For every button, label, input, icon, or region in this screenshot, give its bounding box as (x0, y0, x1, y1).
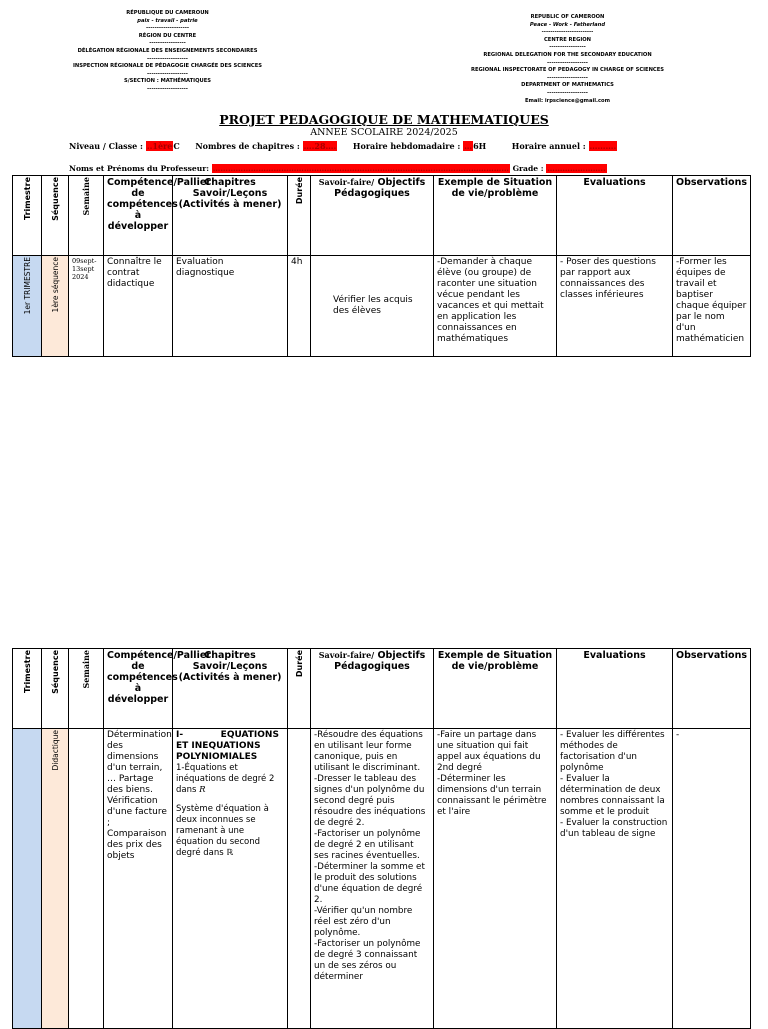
header-objectifs (311, 649, 434, 729)
table-header-row (13, 176, 751, 256)
info-line-2 (69, 164, 607, 173)
info-line-1 (69, 141, 617, 151)
grade-value: ………………….. (547, 164, 606, 173)
inspectorate-en: REGIONAL INSPECTORATE OF PEDAGOGY IN CHARGE OF SCIENCES (470, 67, 665, 74)
table-row (13, 256, 751, 357)
header-chapitres: Chapitres Savoir/Leçons (Activités à mener) (173, 176, 288, 256)
region-en: CENTRE REGION (543, 36, 592, 43)
chapitres-label: Nombres de chapitres : (195, 141, 300, 151)
header-semaine: Semaine (69, 649, 104, 729)
cell-competence: Détermination des dimensions d'un terrain, … Partage des biens. Vérification d'une facture ; Comparaison des prix des objets (104, 729, 173, 1029)
cell-trimestre (13, 729, 42, 1029)
separator: ----------------- (549, 44, 586, 51)
header-objectifs-label: Objectifs Pédagogiques (334, 650, 426, 672)
document-title: PROJET PEDAGOGIQUE DE MATHEMATIQUES (219, 112, 549, 127)
planning-table-1 (12, 175, 751, 357)
header-duree: Durée (288, 176, 311, 256)
header-semaine: Semaine (69, 176, 104, 256)
prof-value: ……………………………………………………………………………………………………… (212, 164, 509, 173)
planning-table-2 (12, 648, 751, 1029)
header-right (455, 14, 680, 105)
cell-semaine (69, 729, 104, 1029)
department-en: DEPARTMENT OF MATHEMATICS (521, 82, 614, 89)
header-observations: Observations (673, 649, 751, 729)
republic-en: REPUBLIC OF CAMEROON (530, 14, 605, 20)
niveau-value: ..1ère (146, 141, 173, 151)
separator: -------------------- (145, 25, 190, 32)
cell-evaluations: - Poser des questions par rapport aux connaissances des classes inférieures (557, 256, 673, 357)
separator: ------------------------ (541, 29, 594, 36)
chapitres-value: ….28…. (303, 141, 337, 151)
cell-sequence: Didactique (42, 729, 69, 1029)
region-fr: RÉGION DU CENTRE (138, 32, 197, 39)
cell-objectifs: -Résoudre des équations en utilisant leur forme canonique, puis en utilisant le discriminant. -Dresser le tableau des signes d'un polynôme du second degré puis résoudre des inéquations de degré 2. -Factoriser un polynôme de degré 2 en utilisant ses racines éventuelles. -Déterminer la somme et le produit des solutions d'une équation de degré 2. -Vérifier qu'un nombre réel est zéro d'un polynôme. -Factoriser un polynôme de degré 3 connaissant un de ses zéros ou déterminer (311, 729, 434, 1029)
niveau-suffix: C (173, 141, 180, 151)
horaire-label: Horaire hebdomadaire : (352, 141, 461, 151)
separator: ------------------- (147, 70, 188, 77)
separator: ------------------- (147, 85, 188, 92)
cell-duree: 4h (288, 256, 311, 357)
chapter-lesson-2: Système d'équation à deux inconnues se ramenant à une équation du second degré dans ℝ (176, 804, 269, 858)
header-trimestre: Trimestre (13, 176, 42, 256)
horaire-value: … (464, 141, 473, 151)
chapter-heading: I- EQUATIONS ET INEQUATIONS POLYNIOMIALES (176, 730, 283, 762)
header-chapitres: Chapitres Savoir/Leçons (Activités à mener) (173, 649, 288, 729)
separator: ------------------- (147, 55, 188, 62)
cell-sequence: 1ère séquence (42, 256, 69, 357)
cell-observations: - (673, 729, 751, 1029)
header-exemple: Exemple de Situation de vie/problème (434, 176, 557, 256)
email: Email: irpscience@gmail.com (524, 97, 611, 104)
header-evaluations: Evaluations (557, 176, 673, 256)
separator: ------------------- (547, 74, 588, 81)
cell-exemple: -Faire un partage dans une situation qui fait appel aux équations du 2nd degré -Déterminer les dimensions d'un terrain connaissant le périmètre et l'aire (434, 729, 557, 1029)
header-left (70, 10, 265, 94)
table-row (13, 729, 751, 1029)
cell-objectifs: Vérifier les acquis des élèves (311, 256, 434, 357)
cell-chapitre (173, 729, 288, 1029)
cell-observations: -Former les équipes de travail et baptiser chaque équiper par le nom d'un mathématicien (673, 256, 751, 357)
header-trimestre: Trimestre (13, 649, 42, 729)
header-exemple: Exemple de Situation de vie/problème (434, 649, 557, 729)
school-year: ANNEE SCOLAIRE 2024/2025 (310, 127, 458, 138)
cell-semaine: 09sept-13sept 2024 (69, 256, 104, 357)
header-savoir-faire: Savoir-faire/ (318, 177, 375, 187)
header-observations: Observations (673, 176, 751, 256)
table-header-row (13, 649, 751, 729)
header-evaluations: Evaluations (557, 649, 673, 729)
separator: ----------------- (149, 40, 186, 47)
header-objectifs-label: Objectifs Pédagogiques (334, 177, 426, 199)
annuel-label: Horaire annuel : (511, 141, 586, 151)
prof-label: Noms et Prénoms du Professeur: (69, 164, 210, 173)
motto-fr: paix - travail - patrie (137, 17, 198, 24)
header-sequence: Séquence (42, 649, 69, 729)
header-competence: Compétence/Pallier de compétences à développer (104, 649, 173, 729)
header-competence: Compétence/Pallier de compétences à développer (104, 176, 173, 256)
header-objectifs (311, 176, 434, 256)
motto-en: Peace - Work - Fatherland (529, 21, 606, 28)
header-savoir-faire: Savoir-faire/ (318, 650, 375, 660)
separator: ------------------- (547, 89, 588, 96)
annuel-value: ………. (589, 141, 617, 151)
cell-exemple: -Demander à chaque élève (ou groupe) de raconter une situation vécue pendant les vacances et qui mettait en application les connaissances en mathématiques (434, 256, 557, 357)
header-sequence: Séquence (42, 176, 69, 256)
cell-trimestre: 1er TRIMESTRE (13, 256, 42, 357)
separator: ------------------- (547, 59, 588, 66)
delegation-fr: DÉLÉGATION RÉGIONALE DES ENSEIGNEMENTS SECONDAIRES (77, 47, 258, 54)
subsection-fr: S/SECTION : MATHÉMATIQUES (124, 78, 211, 85)
niveau-label: Niveau / Classe : (69, 141, 144, 151)
header-duree: Durée (288, 649, 311, 729)
grade-label: Grade : (512, 164, 544, 173)
cell-duree (288, 729, 311, 1029)
chapter-lesson-1: 1-Équations et inéquations de degré 2 dans R (176, 763, 275, 795)
inspection-fr: INSPECTION RÉGIONALE DE PÉDAGOGIE CHARGÉE DES SCIENCES (72, 63, 262, 70)
cell-chapitre: Evaluation diagnostique (173, 256, 288, 357)
republic-fr: RÉPUBLIQUE DU CAMEROUN (126, 10, 209, 16)
delegation-en: REGIONAL DELEGATION FOR THE SECONDARY EDUCATION (483, 51, 652, 58)
cell-evaluations: - Evaluer les différentes méthodes de factorisation d'un polynôme - Evaluer la détermination de deux nombres connaissant la somme et le produit - Evaluer la construction d'un tableau de signe (557, 729, 673, 1029)
cell-competence: Connaître le contrat didactique (104, 256, 173, 357)
horaire-suffix: 6H (473, 141, 487, 151)
